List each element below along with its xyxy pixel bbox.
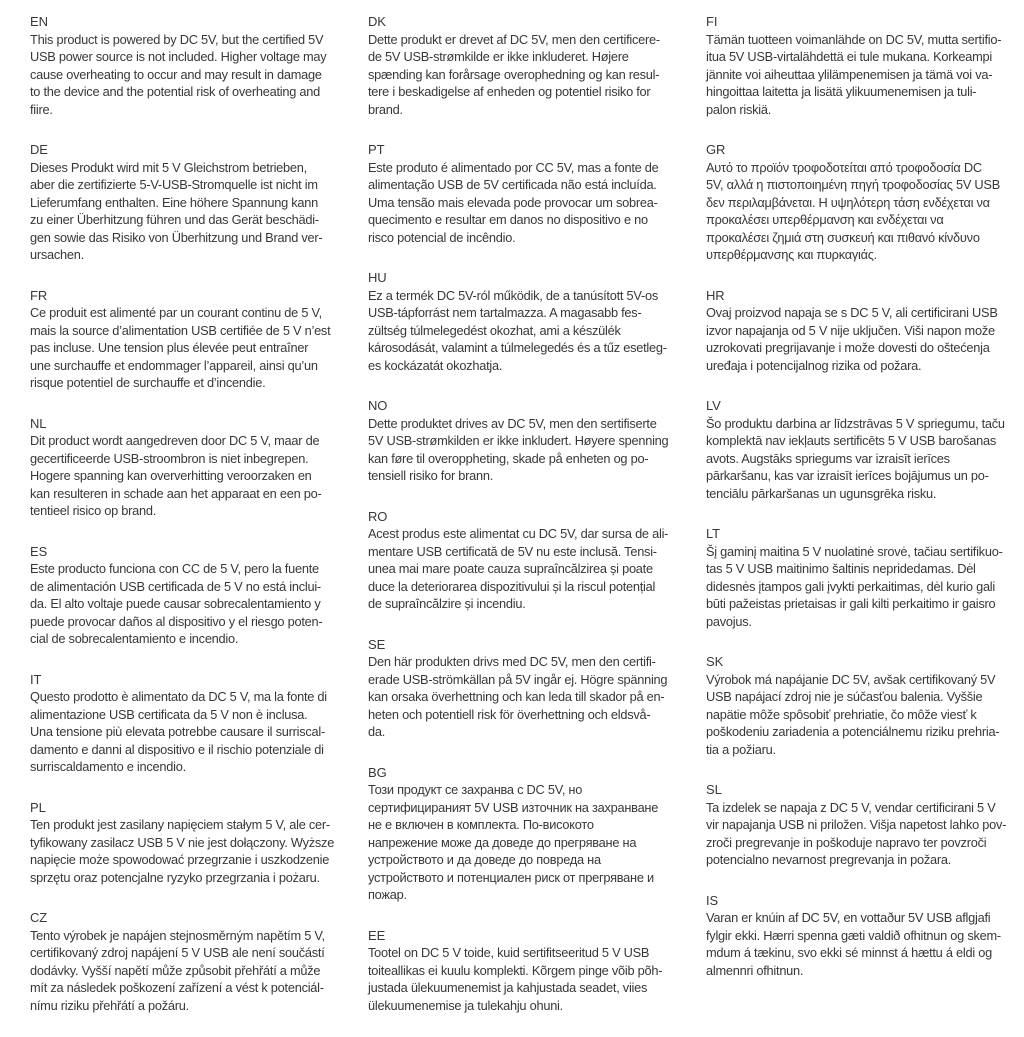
language-code-heading: SL — [706, 782, 722, 797]
text-line: pas incluse. Une tension plus élevée peut entraîner — [30, 340, 309, 355]
text-line: kan resulteren in schade aan het apparaat en een po- — [30, 485, 322, 501]
text-line: pārkaršanu, kas var izraisīt ierīces bojājumus un po- — [706, 468, 989, 483]
text-line: izvor napajanja od 5 V nije uključen. Viši napon može — [706, 322, 995, 338]
language-code-heading: IT — [30, 671, 42, 687]
text-line: mdum á tækinu, svo ekki sé minnst á hættu á eldi og — [706, 945, 992, 960]
text-line: Този продукт се захранва с DC 5V, но — [368, 782, 583, 797]
text-line: προκαλέσει ζημιά στη συσκευή και πιθανό κίνδυνο — [706, 229, 980, 245]
language-code-heading: FR — [30, 287, 48, 303]
text-line: dodávky. Vyšší napětí může způsobit přehřátí a může — [30, 962, 321, 978]
text-line: risco potencial de incêndio. — [368, 229, 516, 245]
text-line: tyfikowany zasilacz USB 5 V nie jest dołączony. Wyższe — [30, 834, 335, 850]
text-line: пожар. — [368, 887, 407, 902]
text-line: certifikovaný zdroj napájení 5 V USB ale není součástí — [30, 945, 325, 960]
text-line: uređaja i potencijalnog rizika od požara. — [706, 357, 922, 373]
text-line: This product is powered by DC 5V, but the certified 5V — [30, 31, 324, 47]
text-line: υπερθέρμανσης και πυρκαγιάς. — [706, 247, 877, 262]
section-fi — [706, 13, 1008, 118]
text-line: mais la source d’alimentation USB certifiée de 5 V n’est — [30, 322, 331, 338]
text-line: napięcie może spowodować przegrzanie i uszkodzenie — [30, 852, 330, 867]
text-line: alimentação USB de 5V certificada não está incluída. — [368, 177, 657, 192]
text-line: hingoittaa laitetta ja lisätä ylikuumenemisen ja tuli- — [706, 84, 977, 99]
text-line: Uma tensão mais elevada pode provocar um sobrea- — [368, 194, 658, 210]
text-line: fiire. — [30, 101, 53, 117]
text-line: vir napajanja USB ni priložen. Višja napetost lahko pov- — [706, 817, 1007, 832]
text-line: 5V USB-strømkilden er ikke inkludert. Høyere spenning — [368, 433, 669, 448]
section-se — [368, 636, 670, 741]
text-column-3 — [706, 13, 1008, 1037]
text-line: Dette produktet drives av DC 5V, men den sertifiserte — [368, 415, 657, 431]
section-ro — [368, 508, 670, 613]
text-line: károsodását, valamint a túlmelegedés és a tűz esetleg- — [368, 340, 667, 355]
text-line: Výrobok má napájanie DC 5V, avšak certifikovaný 5V — [706, 671, 996, 687]
text-line: Acest produs este alimentat cu DC 5V, dar sursa de ali- — [368, 526, 669, 541]
text-line: es kockázatát okozhatja. — [368, 357, 503, 373]
text-line: Este produto é alimentado por CC 5V, mas a fonte de — [368, 159, 659, 175]
text-line: de 5V USB-strømkilde er ikke inkluderet. Højere — [368, 49, 629, 64]
text-line: puede provocar daños al dispositivo y el riesgo poten- — [30, 613, 323, 629]
language-code-heading: NO — [368, 398, 388, 413]
section-lt — [706, 525, 1008, 630]
section-fr — [30, 287, 332, 392]
text-line: būti pažeistas prietaisas ir gali kilti perkaitimo ir gaisro — [706, 596, 996, 611]
text-line: δεν περιλαμβάνεται. Η υψηλότερη τάση ενδέχεται να — [706, 194, 990, 210]
text-line: Tämän tuotteen voimanlähde on DC 5V, mutta sertifio- — [706, 31, 1002, 47]
language-code-heading: RO — [368, 508, 388, 524]
language-code-heading: LT — [706, 526, 721, 541]
text-line: da. — [368, 724, 386, 739]
text-line: almennri ofhitnun. — [706, 962, 804, 978]
text-line: to the device and the potential risk of overheating and — [30, 84, 321, 99]
text-line: Ez a termék DC 5V-ról működik, de a tanúsított 5V-os — [368, 287, 658, 303]
text-line: Varan er knúin af DC 5V, en vottaður 5V USB aflgjafi — [706, 910, 991, 925]
text-line: tia a požiaru. — [706, 741, 776, 757]
text-line: Ovaj proizvod napaja se s DC 5 V, ali certificirani USB — [706, 305, 998, 320]
text-line: Lieferumfang enthalten. Eine höhere Spannung kann — [30, 194, 318, 210]
text-line: tas 5 V USB maitinimo šaltinis nepridedamas. Dėl — [706, 561, 976, 576]
text-line: komplektā nav iekļauts sertificēts 5 V USB barošanas — [706, 433, 997, 448]
language-code-heading: LV — [706, 398, 721, 413]
text-line: Tento výrobek je napájen stejnosměrným napětím 5 V, — [30, 927, 325, 943]
text-line: Αυτό το προϊόν τροφοδοτείται από τροφοδοσία DC — [706, 159, 982, 175]
text-line: USB napájací zdroj nie je súčasťou balenia. Vyššie — [706, 689, 983, 704]
text-line: gecertificeerde USB-stroombron is niet inbegrepen. — [30, 450, 309, 466]
section-hu — [368, 269, 670, 374]
text-line: Ten produkt jest zasilany napięciem stałym 5 V, ale cer- — [30, 817, 330, 832]
language-code-heading: DK — [368, 14, 386, 29]
text-line: spænding kan forårsage overophedning og kan resul- — [368, 66, 660, 82]
text-line: heten och potentiell risk för överhettning och eldsvå- — [368, 706, 651, 722]
section-it — [30, 671, 332, 776]
text-line: tensiell risiko for brann. — [368, 468, 494, 483]
section-nl — [30, 415, 332, 520]
text-line: une surchauffe et endommager l’appareil, ainsi qu’un — [30, 357, 318, 373]
section-lv — [706, 397, 1008, 502]
language-code-heading: CZ — [30, 910, 48, 925]
text-line: toiteallikas ei kuulu komplekti. Kõrgem pinge võib põh- — [368, 962, 663, 978]
text-line: zu einer Überhitzung führen und das Gerät beschädi- — [30, 212, 319, 227]
section-sk — [706, 653, 1008, 758]
text-line: erade USB-strömkällan på 5V ingår ej. Högre spänning — [368, 671, 668, 687]
section-is — [706, 892, 1008, 980]
text-line: de alimentación USB certificada de 5 V no está inclui- — [30, 578, 321, 594]
language-code-heading: NL — [30, 415, 47, 431]
text-line: tentieel risico op brand. — [30, 503, 157, 518]
text-line: сертифицираният 5V USB източник на захранване — [368, 799, 659, 815]
language-code-heading: GR — [706, 142, 726, 157]
text-line: da. El alto voltaje puede causar sobrecalentamiento y — [30, 596, 321, 611]
text-line: avots. Augstāks spriegums var izraisīt ierīces — [706, 450, 950, 466]
section-pt — [368, 141, 670, 246]
text-line: Este producto funciona con CC de 5 V, pero la fuente — [30, 561, 319, 576]
text-line: USB power source is not included. Higher voltage may — [30, 49, 327, 64]
language-code-heading: BG — [368, 764, 387, 780]
text-line: jännite voi aiheuttaa ylilämpenemisen ja tämä voi va- — [706, 66, 993, 82]
text-line: alimentazione USB certificata da 5 V non è inclusa. — [30, 706, 308, 722]
text-line: cause overheating to occur and may result in damage — [30, 66, 322, 82]
text-line: Tootel on DC 5 V toide, kuid sertifitseeritud 5 V USB — [368, 945, 650, 960]
text-column-1 — [30, 13, 335, 1037]
text-line: poškodeniu zariadenia a potenciálnemu riziku prehria- — [706, 724, 1000, 739]
language-code-heading: HR — [706, 287, 725, 303]
text-line: mentare USB certificată de 5V nu este inclusă. Tensi- — [368, 543, 657, 559]
language-code-heading: SK — [706, 654, 724, 669]
text-column-2 — [368, 13, 670, 1037]
text-line: напрежение може да доведе до прегряване на — [368, 834, 637, 850]
section-dk — [368, 13, 670, 118]
text-line: Hogere spanning kan oververhitting veroorzaken en — [30, 468, 312, 483]
text-line: tenciālu pārkaršanas un ugunsgrēka risku. — [706, 485, 937, 501]
text-line: itua 5V USB-virtalähdettä ei tule mukana. Korkeampi — [706, 49, 992, 64]
text-line: napätie môže spôsobiť prehriatie, čo môže viesť k — [706, 706, 977, 722]
text-line: Šo produktu darbina ar līdzstrāvas 5 V spriegumu, taču — [706, 415, 1005, 431]
text-line: zültség túlmelegedést okozhat, ami a készülék — [368, 322, 621, 338]
text-line: nímu riziku přehřátí a požáru. — [30, 997, 189, 1013]
text-line: pavojus. — [706, 613, 752, 629]
text-line: didesnės įtampos gali įvykti perkaitimas, dėl kurio gali — [706, 578, 995, 594]
text-line: justada ülekuumenemist ja kahjustada seadet, viies — [368, 980, 648, 995]
text-line: potencialno nevarnost pregrevanja in požara. — [706, 852, 952, 867]
language-code-heading: DE — [30, 142, 48, 157]
text-line: quecimento e resultar em danos no dispositivo e no — [368, 212, 648, 227]
text-line: Ta izdelek se napaja z DC 5 V, vendar certificirani 5 V — [706, 799, 996, 815]
language-code-heading: EN — [30, 14, 48, 29]
text-line: uzrokovati pregrijavanje i može dovesti do oštećenja — [706, 340, 990, 355]
text-line: palon riskiä. — [706, 101, 772, 117]
section-gr — [706, 141, 1008, 264]
text-line: Dit product wordt aangedreven door DC 5 V, maar de — [30, 433, 320, 448]
text-line: Dieses Produkt wird mit 5 V Gleichstrom betrieben, — [30, 159, 307, 175]
text-line: duce la deteriorarea dispozitivului și la riscul potențial — [368, 578, 656, 594]
section-hr — [706, 287, 1008, 375]
text-line: tere i beskadigelse af enheden og potentiel risiko for — [368, 84, 651, 99]
section-no — [368, 397, 670, 485]
section-es — [30, 543, 332, 648]
text-line: Dette produkt er drevet af DC 5V, men den certificere- — [368, 31, 660, 47]
language-code-heading: HU — [368, 270, 387, 285]
section-sl — [706, 781, 1008, 869]
text-line: Questo prodotto è alimentato da DC 5 V, ma la fonte di — [30, 689, 327, 704]
language-code-heading: PL — [30, 799, 46, 815]
text-line: mít za následek poškození zařízení a vést k potenciál- — [30, 980, 324, 995]
text-line: aber die zertifizierte 5-V-USB-Stromquelle ist nicht im — [30, 177, 318, 192]
text-line: zroči pregrevanje in poškoduje napravo ter povzroči — [706, 834, 987, 850]
section-en — [30, 13, 332, 118]
text-line: не е включен в комплекта. По-високото — [368, 817, 594, 832]
language-code-heading: ES — [30, 543, 48, 559]
text-line: kan orsaka överhettning och kan leda till skador på en- — [368, 689, 665, 704]
text-line: Ce produit est alimenté par un courant continu de 5 V, — [30, 305, 322, 320]
text-line: gen sowie das Risiko von Überhitzung und Brand ver- — [30, 229, 323, 245]
section-pl — [30, 799, 335, 887]
text-line: brand. — [368, 101, 403, 117]
text-line: de supraîncălzire și incendiu. — [368, 596, 526, 611]
language-code-heading: EE — [368, 927, 386, 943]
text-line: unea mai mare poate cauza supraîncălzirea și poate — [368, 561, 653, 576]
language-code-heading: PT — [368, 142, 385, 157]
text-line: surriscaldamento e incendio. — [30, 759, 186, 774]
section-bg — [368, 764, 670, 904]
text-line: cial de sobrecalentamiento e incendio. — [30, 631, 239, 646]
text-line: 5V, αλλά η πιστοποιημένη πηγή τροφοδοσίας 5V USB — [706, 177, 1000, 192]
section-de — [30, 141, 332, 264]
language-code-heading: IS — [706, 892, 719, 908]
language-code-heading: FI — [706, 14, 718, 29]
text-line: USB-tápforrást nem tartalmazza. A magasabb fes- — [368, 305, 642, 320]
text-line: προκαλέσει υπερθέρμανση και ενδέχεται να — [706, 212, 944, 227]
text-line: sprzętu oraz potencjalne ryzyko przegrzania i pożaru. — [30, 869, 320, 885]
section-cz — [30, 909, 332, 1014]
language-code-heading: SE — [368, 636, 386, 652]
text-line: устройството и да доведе до повреда на — [368, 852, 601, 867]
text-line: ursachen. — [30, 247, 84, 262]
text-line: Una tensione più elevata potrebbe causare il surriscal- — [30, 724, 325, 739]
text-line: kan føre til overoppheting, skade på enheten og po- — [368, 450, 649, 466]
text-line: ülekuumenemise ja tulekahju ohuni. — [368, 997, 563, 1013]
text-line: устройството и потенциален риск от прегряване и — [368, 869, 654, 885]
text-line: Šį gaminį maitina 5 V nuolatinė srovė, tačiau sertifikuo- — [706, 543, 1003, 559]
section-ee — [368, 927, 670, 1015]
text-line: risque potentiel de surchauffe et d’incendie. — [30, 375, 266, 390]
text-line: damento e danni al dispositivo e il rischio potenziale di — [30, 741, 324, 757]
text-line: fylgir ekki. Hærri spenna gæti valdið ofhitnun og skem- — [706, 927, 1001, 943]
text-line: Den här produkten drivs med DC 5V, men den certifi- — [368, 654, 656, 669]
